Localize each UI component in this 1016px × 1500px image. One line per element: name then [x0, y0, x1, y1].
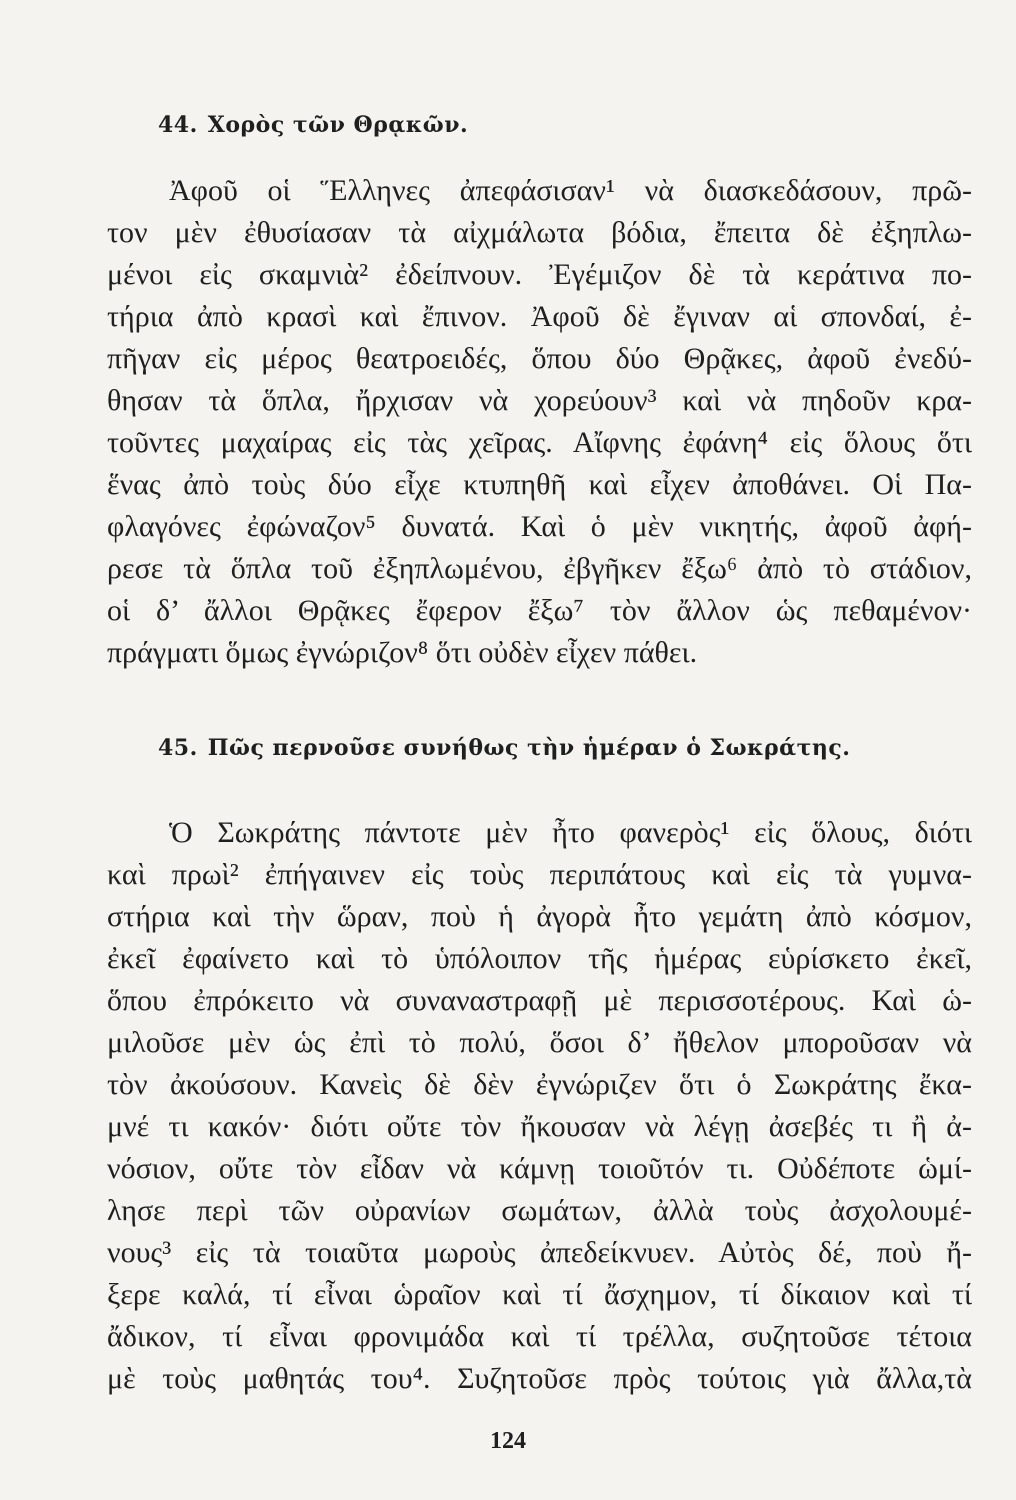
text-line: οἱ δ’ ἄλλοι Θρᾷκες ἔφερον ἔξω⁷ τὸν ἄλλον ὡς πεθαμένον· [107, 594, 972, 627]
text-line: τὸν ἀκούσουν. Κανεὶς δὲ δὲν ἐγνώριζεν ὅτι ὁ Σωκράτης ἔκα- [107, 1068, 972, 1101]
text-line: μνέ τι κακόν· διότι οὔτε τὸν ἤκουσαν νὰ λέγῃ ἀσεβές τι ἢ ἀ- [107, 1110, 972, 1143]
section-45-title: Πῶς περνοῦσε συνήθως τὴν ἡμέραν ὁ Σωκράτης. [207, 735, 851, 761]
text-line: φλαγόνες ἐφώναζον⁵ δυνατά. Καὶ ὁ μὲν νικητής, ἀφοῦ ἀφή- [107, 510, 972, 543]
text-line: Ἀφοῦ οἱ Ἕλληνες ἀπεφάσισαν¹ νὰ διασκεδάσουν, πρῶ- [169, 174, 972, 207]
section-45-number: 45. [158, 735, 198, 761]
text-line: πράγματι ὅμως ἐγνώριζον⁸ ὅτι οὐδὲν εἶχεν πάθει. [107, 636, 698, 669]
section-45-body [107, 812, 972, 1400]
section-44-body [107, 170, 972, 674]
text-line: ρεσε τὰ ὅπλα τοῦ ἐξηπλωμένου, ἐβγῆκεν ἔξω⁶ ἀπὸ τὸ στάδιον, [107, 552, 972, 585]
section-44-title: Χορὸς τῶν Θρᾳκῶν. [207, 112, 469, 138]
text-line: μιλοῦσε μὲν ὡς ἐπὶ τὸ πολύ, ὅσοι δ’ ἤθελον μποροῦσαν νὰ [107, 1026, 972, 1059]
page-number: 124 [490, 1428, 526, 1454]
text-line: στήρια καὶ τὴν ὥραν, ποὺ ἡ ἀγορὰ ἦτο γεμάτη ἀπὸ κόσμον, [107, 900, 972, 933]
text-line: νους³ εἰς τὰ τοιαῦτα μωροὺς ἀπεδείκνυεν. Αὐτὸς δέ, ποὺ ἤ- [107, 1236, 972, 1269]
text-line: πῆγαν εἰς μέρος θεατροειδές, ὅπου δύο Θρᾷκες, ἀφοῦ ἐνεδύ- [107, 342, 972, 375]
text-line: ἐκεῖ ἐφαίνετο καὶ τὸ ὑπόλοιπον τῆς ἡμέρας εὑρίσκετο ἐκεῖ, [107, 942, 972, 975]
text-line: ὅπου ἐπρόκειτο νὰ συναναστραφῇ μὲ περισσοτέρους. Καὶ ὡ- [107, 984, 972, 1017]
text-line: Ὁ Σωκράτης πάντοτε μὲν ἦτο φανερὸς¹ εἰς ὅλους, διότι [169, 816, 972, 849]
text-line: λησε περὶ τῶν οὐρανίων σωμάτων, ἀλλὰ τοὺς ἀσχολουμέ- [107, 1194, 972, 1227]
text-line: ἕνας ἀπὸ τοὺς δύο εἶχε κτυπηθῆ καὶ εἶχεν ἀποθάνει. Οἱ Πα- [107, 468, 972, 501]
text-line: τον μὲν ἐθυσίασαν τὰ αἰχμάλωτα βόδια, ἔπειτα δὲ ἐξηπλω- [107, 216, 972, 249]
text-line: νόσιον, οὔτε τὸν εἶδαν νὰ κάμνῃ τοιοῦτόν τι. Οὐδέποτε ὡμί- [107, 1152, 972, 1185]
text-line: μὲ τοὺς μαθητάς του⁴. Συζητοῦσε πρὸς τούτοις γιὰ ἄλλα,τὰ [107, 1362, 972, 1395]
section-45-heading [158, 735, 850, 761]
text-line: ξερε καλά, τί εἶναι ὡραῖον καὶ τί ἄσχημον, τί δίκαιον καὶ τί [107, 1278, 972, 1311]
text-line: τήρια ἀπὸ κρασὶ καὶ ἔπινον. Ἀφοῦ δὲ ἔγιναν αἱ σπονδαί, ἐ- [107, 300, 972, 333]
section-44-heading [158, 112, 468, 138]
text-line: μένοι εἰς σκαμνιὰ² ἐδείπνουν. Ἐγέμιζον δὲ τὰ κεράτινα πο- [107, 258, 972, 291]
section-44-number: 44. [158, 112, 198, 138]
text-line: τοῦντες μαχαίρας εἰς τὰς χεῖρας. Αἴφνης ἐφάνη⁴ εἰς ὅλους ὅτι [107, 426, 972, 459]
text-line: καὶ πρωὶ² ἐπήγαινεν εἰς τοὺς περιπάτους καὶ εἰς τὰ γυμνα- [107, 858, 972, 891]
text-line: ἄδικον, τί εἶναι φρονιμάδα καὶ τί τρέλλα, συζητοῦσε τέτοια [107, 1320, 972, 1353]
text-line: θησαν τὰ ὅπλα, ἤρχισαν νὰ χορεύουν³ καὶ νὰ πηδοῦν κρα- [107, 384, 972, 417]
